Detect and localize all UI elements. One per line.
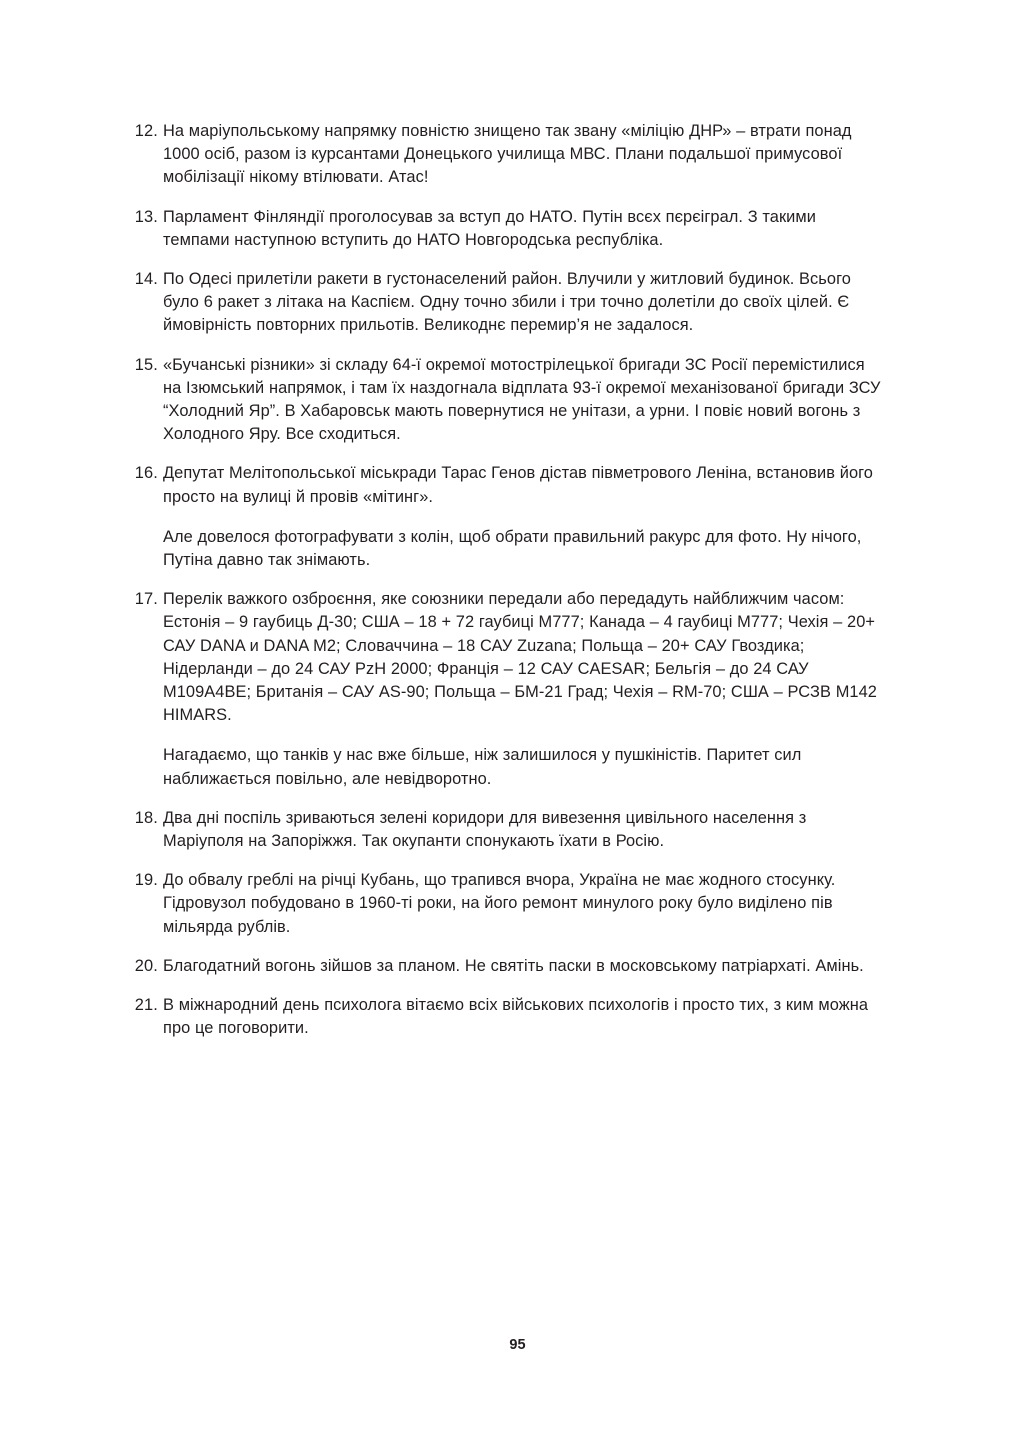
list-item [131, 588, 883, 791]
list-item [131, 354, 883, 447]
list-item-paragraph: До обвалу греблі на річці Кубань, що трапився вчора, Україна не має жодного стосунку. Гідровузол побудовано в 1960-ті роки, на його ремонт минулого року було виділено пів мільярда рублів. [163, 871, 836, 936]
list-item-marker: 20. [134, 956, 158, 975]
list-item [131, 120, 883, 190]
list-item-paragraph: Парламент Фінляндії проголосував за вступ до НАТО. Путін всєх пєрєіграл. З такими темпами наступною вступить до НАТО Новгородська республіка. [163, 207, 816, 249]
list-item [131, 869, 883, 939]
list-item [131, 807, 883, 853]
list-item-paragraph: Два дні поспіль зриваються зелені коридори для вивезення цивільного населення з Маріуполя на Запоріжжя. Так окупанти спонукають їхати в Росію. [163, 808, 807, 851]
list-item-paragraph: Але довелося фотографувати з колін, щоб обрати правильний ракурс для фото. Ну нічого, Путіна давно так знімають. [163, 527, 862, 570]
page-number: 95 [509, 1337, 526, 1353]
list-item-marker: 15. [134, 355, 158, 374]
list-item-marker: 13. [134, 207, 158, 226]
list-item-paragraph: По Одесі прилетіли ракети в густонаселений район. Влучили у житловий будинок. Всього було 6 ракет з літака на Каспієм. Одну точно збили і три точно долетіли до своїх цілей. Є ймовірність повторних прильотів. Великоднє перемир’я не задалося. [163, 270, 851, 335]
list-item-paragraph: «Бучанські різники» зі складу 64-ї окремої мотострілецької бригади ЗС Росії перемістилися на Ізюмський напрямок, і там їх наздогнала відплата 93-ї окремої механізованої бригади ЗСУ “Холодний Яр”. В Хабаровськ мають повернутися не унітази, а урни. І повіє новий вогонь з Холодного Яру. Все сходиться. [163, 355, 881, 444]
list-item-paragraph: Перелік важкого озброєння, яке союзники передали або передадуть найближчим часом: Естонія – 9 гаубиць Д-30; США – 18 + 72 гаубиці М777; Канада – 4 гаубиці М777; Чехія – 20+ САУ DANA и DANA M2; Словаччина – 18 САУ Zuzana; Польща – 20+ САУ Гвоздика; Нідерланди – до 24 САУ PzH 2000; Франція – 12 САУ CAESAR; Бельгія – до 24 САУ M109A4BE; Британія – САУ AS-90; Польща – БМ-21 Град; Чехія – RM-70; США – РСЗВ M142 HIMARS. [163, 590, 877, 725]
list-item-marker: 17. [134, 590, 158, 609]
list-item [131, 955, 883, 978]
list-item-paragraph: На маріупольському напрямку повністю знищено так звану «міліцію ДНР» – втрати понад 1000 осіб, разом із курсантами Донецького училища МВС. Плани подальшої примусової мобілізації нікому втілювати. Атас! [163, 122, 852, 187]
list-item-paragraph: Депутат Мелітопольської міськради Тарас Генов дістав півметрового Леніна, встановив його просто на вулиці й провів «мітинг». [163, 464, 873, 506]
list-item [131, 994, 883, 1040]
list-item [131, 268, 883, 338]
list-item-marker: 16. [134, 464, 158, 483]
list-item-paragraph: Нагадаємо, що танків у нас вже більше, ніж залишилося у пушкіністів. Паритет сил наближається повільно, але невідворотно. [163, 746, 802, 788]
list-item [131, 462, 883, 572]
list-item-paragraph: В міжнародний день психолога вітаємо всіх військових психологів і просто тих, з ким можна про це поговорити. [163, 996, 869, 1038]
page-content [131, 120, 883, 1041]
list-item-marker: 19. [134, 871, 158, 890]
numbered-list [131, 120, 883, 1041]
list-item-marker: 18. [134, 808, 158, 827]
list-item-marker: 21. [134, 996, 158, 1015]
list-item [131, 206, 883, 252]
list-item-marker: 14. [134, 270, 158, 289]
list-item-paragraph: Благодатний вогонь зійшов за планом. Не святіть паски в московському патріархаті. Амінь. [163, 956, 864, 975]
list-item-marker: 12. [134, 122, 158, 140]
